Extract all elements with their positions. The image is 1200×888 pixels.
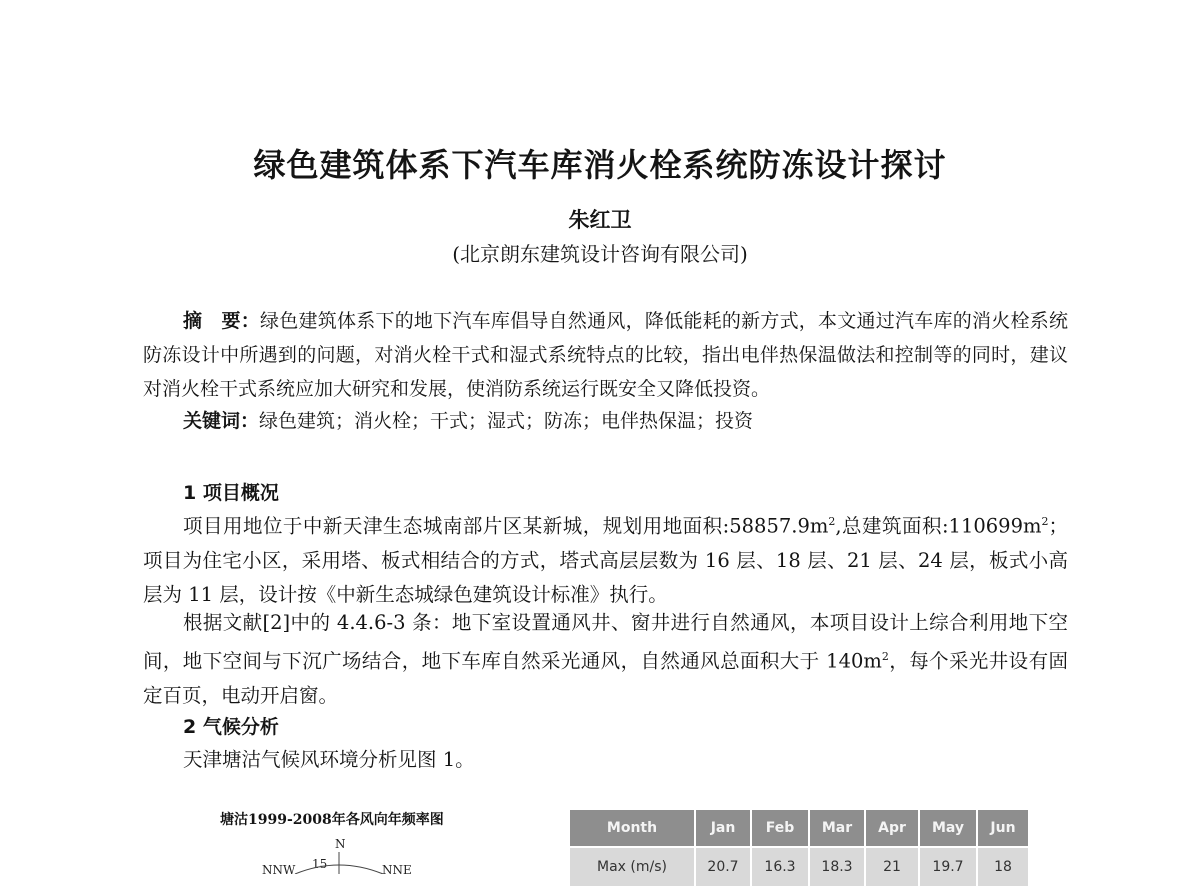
table-cell: 21 [865,847,919,887]
abstract-text: 绿色建筑体系下的地下汽车库倡导自然通风，降低能耗的新方式，本文通过汽车库的消火栓系统防冻设计中所遇到的问题，对消火栓干式和湿式系统特点的比较，指出电伴热保温做法和控制等的同时，建议对消火栓干式系统应加大研究和发展，使消防系统运行既安全又降低投资。 [143,310,1068,400]
section-1-paragraph-1: 项目用地位于中新天津生态城南部片区某新城，规划用地面积$:58857.9m^2$,总建筑面积$:110699m^2$；项目为住宅小区，采用塔、板式相结合的方式，塔式高层层数为 16 层、18 层、21 层、24 层，板式小高层为 11 层，设计按《中新生态城绿色建筑设计标准》执行。 [143,514,1068,606]
table-header-cell: May [919,809,977,847]
table-cell: 19.7 [919,847,977,887]
wind-label-nnw: NNW [262,863,296,874]
wind-label-n: N [335,837,346,851]
wind-label-nne: NNE [382,863,412,874]
table-cell: Max (m/s) [569,847,695,887]
table-cell: 18 [977,847,1029,887]
section-1-paragraph-2: 根据文献[2]中的 4.4.6-3 条：地下室设置通风井、窗井进行自然通风，本项目设计上综合利用地下空间，地下空间与下沉广场结合，地下车库自然采光通风，自然通风总面积大于 $140m^2$，每个采光井设有固定百页，电动开启窗。 [143,611,1068,707]
wind-chart-title: 塘沽1999-2008年各风向年频率图 [220,812,444,828]
table-header-cell: Month [569,809,695,847]
table-cell: 20.7 [695,847,751,887]
table-header-cell: Jan [695,809,751,847]
paper-title: 绿色建筑体系下汽车库消火栓系统防冻设计探讨 [253,146,947,184]
keywords-text: 绿色建筑；消火栓；干式；湿式；防冻；电伴热保温；投资 [259,410,754,432]
table-header-cell: Feb [751,809,809,847]
table-header-cell: Jun [977,809,1029,847]
wind-rose-chart [240,834,440,874]
table-row [569,847,1029,887]
table-header-cell: Apr [865,809,919,847]
keywords [183,404,1063,438]
section-2-heading: 2 气候分析 [183,716,279,738]
section-1-heading: 1 项目概况 [183,482,279,504]
abstract-label: 摘 要： [183,310,260,332]
author-affiliation: (北京朗东建筑设计咨询有限公司) [452,242,748,266]
climate-table [568,808,1030,888]
table-cell: 18.3 [809,847,865,887]
wind-ring-label: 15 [312,857,328,871]
author-name: 朱红卫 [568,207,632,232]
abstract [143,304,1068,406]
table-cell: 16.3 [751,847,809,887]
section-2-paragraph: 天津塘沽气候风环境分析见图 1。 [183,748,475,771]
table-header-cell: Mar [809,809,865,847]
table-header-row [569,809,1029,847]
keywords-label: 关键词： [183,410,260,432]
